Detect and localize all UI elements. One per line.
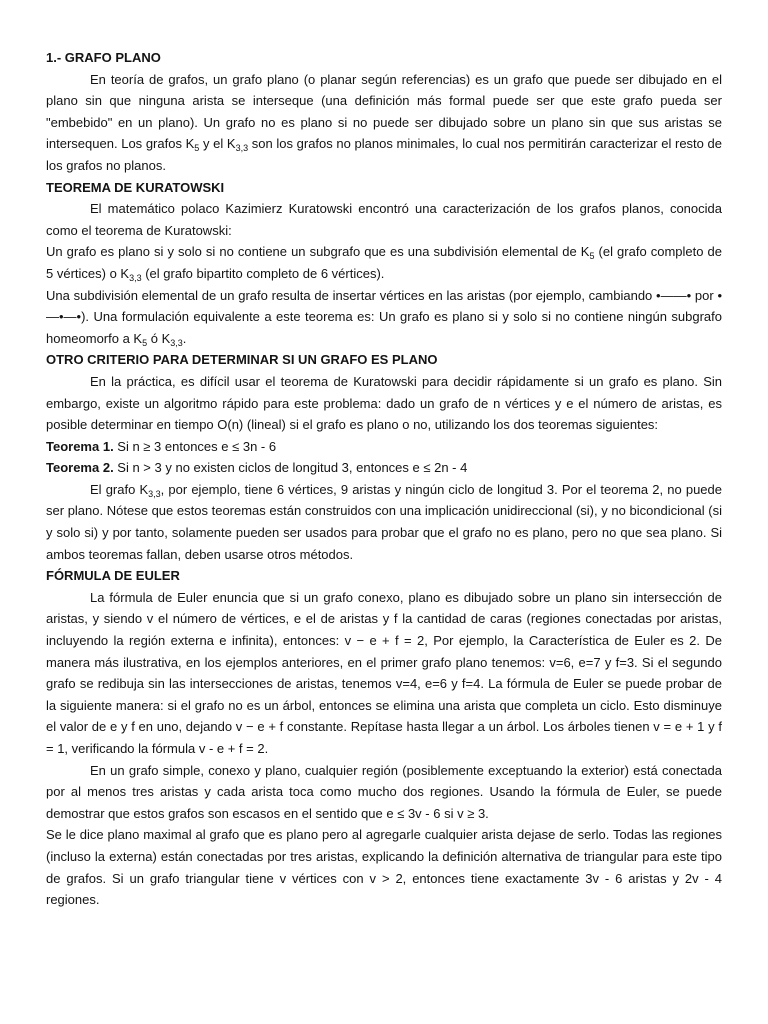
paragraph-kuratowski-intro: El matemático polaco Kazimierz Kuratowski encontró una caracterización de los grafos planos, conocida como el teorema de Kuratowski: — [46, 201, 722, 238]
paragraph-definition: En teoría de grafos, un grafo plano (o planar según referencias) es un grafo que puede ser dibujado en el plano sin que ninguna arista se interseque (una definición más formal puede ser que este grafo pueda ser "embebido" en un plano). Un grafo no es plano si no puede ser dibujado sobre un plano sin que sus aristas se intersequen. Los grafos $K_5$ y el $K_{3,3}$ son los grafos no planos minimales, lo cual nos permitirán caracterizar el resto de los grafos no planos. — [46, 71, 723, 173]
heading-kuratowski: TEOREMA DE KURATOWSKI — [46, 179, 225, 195]
theorem-1: Teorema 1. Si n ≥ 3 entonces e ≤ 3n - 6 — [46, 438, 277, 454]
document-page — [46, 47, 722, 911]
theorem-2: Teorema 2. Si n > 3 y no existen ciclos de longitud 3, entonces e ≤ 2n - 4 — [46, 460, 468, 476]
paragraph-kuratowski-theorem: Un grafo es plano si y solo si no contiene un subgrafo que es una subdivisión elemental de $K_5$ (el grafo completo de 5 vértices) o $K_{3,3}$ (el grafo bipartito completo de 6 vértices). — [46, 244, 723, 283]
heading-otro-criterio: OTRO CRITERIO PARA DETERMINAR SI UN GRAFO ES PLANO — [46, 352, 438, 368]
paragraph-subdivision: Una subdivisión elemental de un grafo resulta de insertar vértices en las aristas (por ejemplo, cambiando •——• por •—•—•). Una formulación equivalente a este teorema es: Un grafo es plano si y solo si no contiene ningún subgrafo homeomorfo a $K_5$ ó $K_{3,3}$. — [46, 287, 722, 348]
paragraph-euler-formula: La fórmula de Euler enuncia que si un grafo conexo, plano es dibujado sobre un plano sin intersección de aristas, y siendo v el número de vértices, e el de aristas y f la cantidad de caras (regiones conectadas por aristas, incluyendo la región externa e infinita), entonces: v − e + f = 2, Por ejemplo, la Característica de Euler es 2. De manera más ilustrativa, en los ejemplos anteriores, en el primer grafo plano tenemos: v=6, e=7 y f=3. Si el segundo grafo se redibuja sin las intersecciones de aristas, tenemos v=4, e=6 y f=4. La fórmula de Euler se puede probar de la siguiente manera: si el grafo no es un árbol, entonces se elimina una arista que completa un ciclo. Esto disminuye el valor de e y f en uno, dejando v − e + f constante. Repítase hasta llegar a un árbol. Los árboles tienen v = e + 1 y f = 1, verificando la fórmula v - e + f = 2. — [46, 589, 722, 756]
heading-grafo-plano: 1.- GRAFO PLANO — [46, 50, 161, 65]
paragraph-maximal-planar: Se le dice plano maximal al grafo que es plano pero al agregarle cualquier arista dejase de serlo. Todas las regiones (incluso la externa) están conectadas por tres aristas, explicando la definición alternativa de triangular para este tipo de grafos. Si un grafo triangular tiene v vértices con v > 2, entonces tiene exactamente 3v - 6 aristas y 2v - 4 regiones. — [46, 827, 722, 908]
paragraph-k33-example: El grafo $K_{3,3}$, por ejemplo, tiene 6 vértices, 9 aristas y ningún ciclo de longitud 3. Por el teorema 2, no puede ser plano. Nótese que estos teoremas están construidos con una implicación unidireccional (si), y no bicondicional (si y solo si) y por tanto, solamente pueden ser usados para probar que el grafo no es plano, pero no que sea plano. Si ambos teoremas fallan, deben usarse otros métodos. — [46, 481, 722, 562]
paragraph-algorithm: En la práctica, es difícil usar el teorema de Kuratowski para decidir rápidamente si un grafo es plano. Sin embargo, existe un algoritmo rápido para este problema: dado un grafo de n vértices y e el número de aristas, es posible determinar en tiempo O(n) (lineal) si el grafo es plano o no, utilizando los dos teoremas siguientes: — [46, 373, 722, 433]
heading-formula-euler: FÓRMULA DE EULER — [46, 568, 180, 584]
paragraph-simple-graph: En un grafo simple, conexo y plano, cualquier región (posiblemente exceptuando la exterior) está conectada por al menos tres aristas y cada arista toca como mucho dos regiones. Usando la fórmula de Euler, se puede demostrar que estos grafos son escasos en el sentido que e ≤ 3v - 6 si v ≥ 3. — [46, 762, 722, 821]
